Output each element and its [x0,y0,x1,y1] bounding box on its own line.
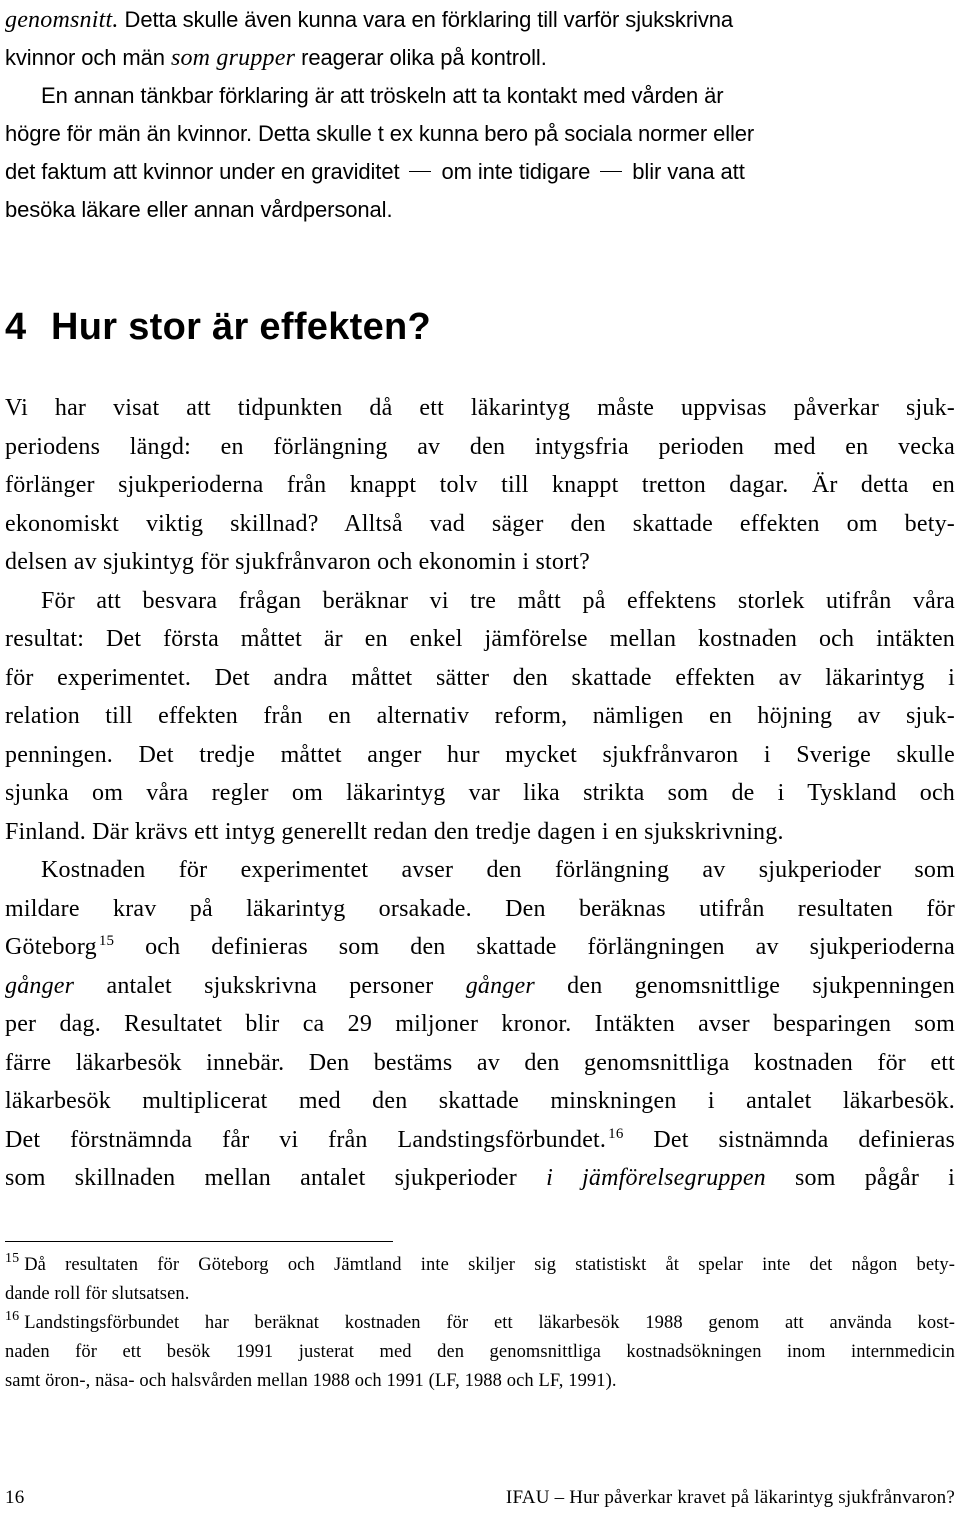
body-italic: i jämförelsegruppen [546,1165,766,1191]
body-line: gånger antalet sjukskrivna personer gånger den genomsnittlige sjukpenningen [5,972,956,999]
body-line: Kostnaden för experimentet avser den förlängning av sjukperioder som [41,857,955,883]
intro-italic: som grupper [170,45,296,71]
body-line: som skillnaden mellan antalet sjukperioder i jämförelsegruppen som pågår i [5,1165,956,1191]
footnote-number: 16 [5,1309,20,1324]
intro-paragraphs [5,1,955,229]
body-line: läkarbesök multiplicerat med den skattade minskningen i antalet läkarbesök. [5,1088,955,1114]
body-line: Göteborg $^{15}$ och definieras som den skattade förlängningen av sjukperioderna [5,933,955,960]
body-line: Finland. Där krävs ett intyg generellt redan den tredje dagen i en sjukskrivning. [5,818,784,845]
body-line: sjunka om våra regler om läkarintyg var lika strikta som de i Tyskland och [5,780,955,806]
footnote-16: $^{16}$ Landstingsförbundet har beräknat kostnaden för ett läkarbesök 1988 genom att använda kost- [5,1309,955,1333]
running-title: IFAU – Hur påverkar kravet på läkarintyg sjukfrånvaron? [505,1487,955,1508]
footnote-separator [5,1241,393,1242]
body-line: resultat: Det första måttet är en enkel jämförelse mellan kostnaden och intäkten [5,626,955,652]
body-line: färre läkarbesök innebär. Den bestäms av den genomsnittliga kostnaden för ett [5,1049,955,1076]
body-italic: gånger [5,972,75,999]
intro-line: det faktum att kvinnor under en graviditet om inte tidigare blir vana att [5,159,745,184]
intro-line: kvinnor och män som grupper reagerar olika på kontroll. [5,45,547,71]
body-line: för experimentet. Det andra måttet sätter den skattade effekten av läkarintyg i [5,664,955,691]
footnote-15-cont: dande roll för slutsatsen. [5,1284,190,1304]
page-number: 16 [5,1487,25,1508]
intro-line: besöka läkare eller annan vårdpersonal. [5,197,393,222]
body-line: relation till effekten från en alternativ reform, nämligen en höjning av sjuk- [5,703,955,729]
intro-line: högre för män än kvinnor. Detta skulle t ex kunna bero på sociala normer eller [5,121,755,146]
footnote-ref-15: 15 [98,933,115,949]
body-line: penningen. Det tredje måttet anger hur mycket sjukfrånvaron i Sverige skulle [5,741,955,768]
section-title: Hur stor är effekten? [51,306,432,348]
section-number: 4 [5,306,27,348]
body-italic: gånger [465,972,535,999]
footnote-15: $^{15}$ Då resultaten för Göteborg och Jämtland inte skiljer sig statistiskt åt spelar inte det någon bety- [5,1251,955,1275]
em-dash [600,171,622,172]
intro-line: En annan tänkbar förklaring är att tröskeln att ta kontakt med vården är [41,83,724,108]
em-dash [409,171,431,172]
body-line: periodens längd: en förlängning av den intygsfria perioden med en vecka [5,433,955,460]
body-line: Vi har visat att tidpunkten då ett läkarintyg måste uppvisas påverkar sjuk- [5,395,955,421]
body-line: per dag. Resultatet blir ca 29 miljoner kronor. Intäkten avser besparingen som [5,1011,955,1037]
body-line: Det förstnämnda får vi från Landstingsförbundet. $^{16}$ Det sistnämnda definieras [5,1125,955,1153]
section-heading [5,302,431,352]
footnote-number: 15 [5,1251,20,1266]
intro-italic: genomsnitt. [5,7,119,33]
body-line: ekonomiskt viktig skillnad? Alltså vad säger den skattade effekten om bety- [5,510,955,537]
body-text [5,389,955,1198]
footnote-16-cont: samt öron-, näsa- och halsvården mellan 1988 och 1991 (LF, 1988 och LF, 1991). [5,1371,617,1391]
body-line: mildare krav på läkarintyg orsakade. Den beräknas utifrån resultaten för [5,895,955,922]
footnote-ref-16: 16 [608,1125,624,1142]
body-line: förlänger sjukperioderna från knappt tolv till knappt tretton dagar. Är detta en [5,472,955,498]
body-line: För att besvara frågan beräknar vi tre mått på effektens storlek utifrån våra [41,587,955,614]
footnote-16-cont: naden för ett besök 1991 justerat med den genomsnittliga kostnadsökningen inom internmedicin [5,1342,955,1362]
body-line: delsen av sjukintyg för sjukfrånvaron och ekonomin i stort? [5,549,591,575]
footnotes [5,1251,955,1396]
intro-line: genomsnitt. Detta skulle även kunna vara en förklaring till varför sjukskrivna [5,7,733,33]
